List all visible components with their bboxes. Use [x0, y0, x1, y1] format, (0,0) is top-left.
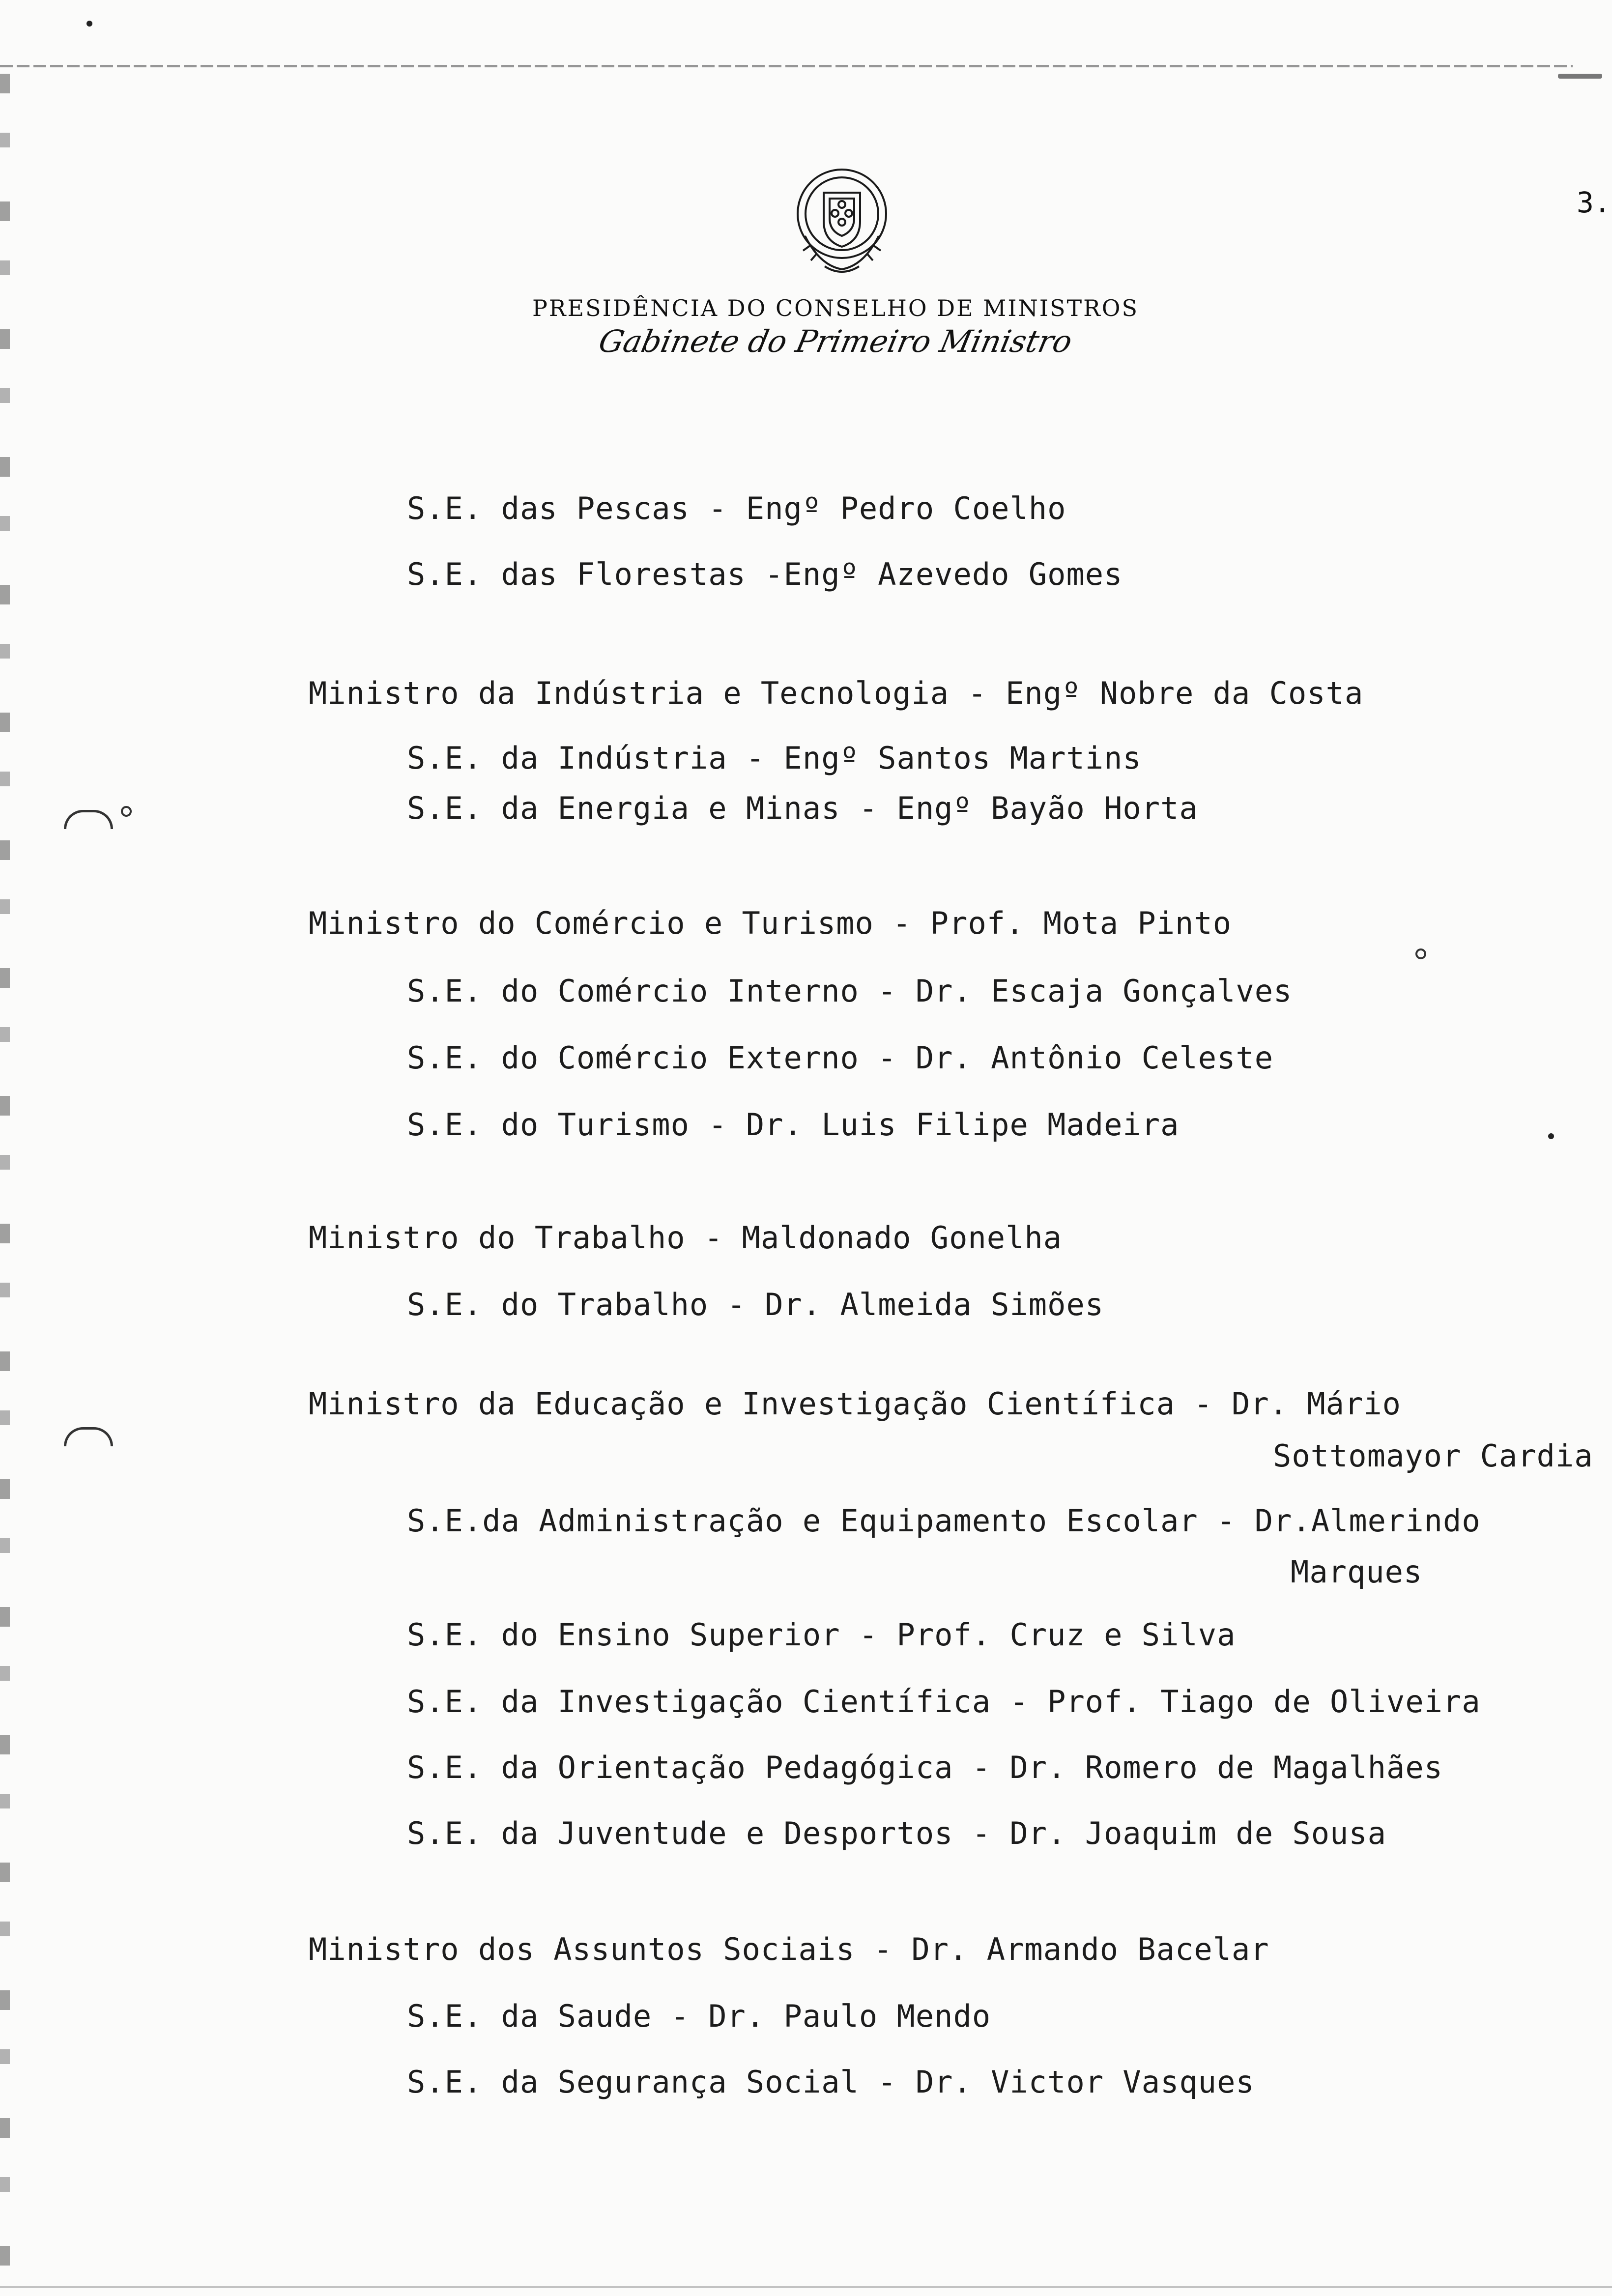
page-number: 3.: [1577, 186, 1611, 219]
list-item: S.E. da Energia e Minas - Engº Bayão Horta: [407, 790, 1198, 826]
list-item: S.E. da Saude - Dr. Paulo Mendo: [407, 1998, 991, 2034]
list-item: Ministro do Trabalho - Maldonado Gonelha: [309, 1220, 1063, 1256]
list-item: S.E. das Pescas - Engº Pedro Coelho: [407, 490, 1066, 526]
list-item: S.E. das Florestas -Engº Azevedo Gomes: [407, 556, 1123, 592]
list-item: Ministro do Comércio e Turismo - Prof. Mota Pinto: [309, 905, 1232, 941]
letterhead-title: PRESIDÊNCIA DO CONSELHO DE MINISTROS: [532, 295, 1139, 321]
list-item: S.E. da Investigação Científica - Prof. Tiago de Oliveira: [407, 1684, 1481, 1720]
top-scan-rule: [0, 65, 1573, 67]
list-item-continuation: Marques: [1291, 1554, 1423, 1590]
bottom-scan-rule: [0, 2286, 1612, 2288]
scan-ring-mark: [121, 806, 132, 817]
list-item: Ministro dos Assuntos Sociais - Dr. Armando Bacelar: [309, 1931, 1269, 1967]
list-item: S.E. da Orientação Pedagógica - Dr. Romero de Magalhães: [407, 1750, 1443, 1785]
list-item: S.E.da Administração e Equipamento Escolar - Dr.Almerindo: [407, 1503, 1481, 1539]
list-item: S.E. da Indústria - Engº Santos Martins: [407, 740, 1142, 776]
punch-hole-mark: [64, 810, 113, 829]
scan-ring-mark: [1415, 948, 1426, 959]
letterhead-subtitle: Gabinete do Primeiro Ministro: [595, 323, 1076, 359]
left-scan-edge: [0, 74, 10, 2296]
list-item: S.E. do Comércio Interno - Dr. Escaja Gonçalves: [407, 973, 1293, 1009]
scan-speck: [1548, 1133, 1554, 1139]
list-item: S.E. do Comércio Externo - Dr. Antônio Celeste: [407, 1040, 1274, 1076]
list-item-continuation: Sottomayor Cardia: [1273, 1438, 1593, 1474]
punch-hole-mark: [64, 1427, 113, 1446]
scan-speck: [86, 21, 92, 27]
list-item: S.E. do Trabalho - Dr. Almeida Simões: [407, 1287, 1104, 1322]
list-item: S.E. do Turismo - Dr. Luis Filipe Madeira: [407, 1107, 1180, 1143]
list-item: S.E. da Juventude e Desportos - Dr. Joaquim de Sousa: [407, 1815, 1387, 1851]
list-item: Ministro da Educação e Investigação Científica - Dr. Mário: [309, 1386, 1401, 1422]
scan-speck: [1558, 74, 1602, 79]
coat-of-arms-seal-icon: [776, 162, 908, 280]
list-item: S.E. da Segurança Social - Dr. Victor Vasques: [407, 2064, 1255, 2100]
list-item: S.E. do Ensino Superior - Prof. Cruz e Silva: [407, 1617, 1236, 1653]
list-item: Ministro da Indústria e Tecnologia - Engº Nobre da Costa: [309, 675, 1364, 711]
